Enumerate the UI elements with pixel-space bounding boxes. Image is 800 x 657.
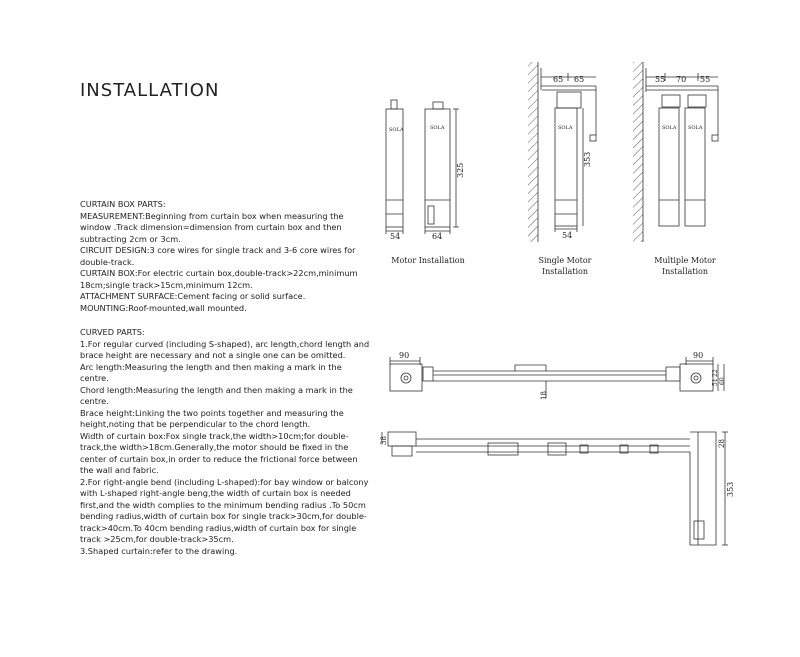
track-section-diagram (390, 357, 724, 398)
dim-width-54: 54 (390, 232, 401, 241)
l-shape-track-diagram (382, 432, 728, 545)
caption-motor-installation (378, 255, 478, 266)
chord-length-paragraph: Chord length:Measuring the length and then making a mark in the centre. (80, 384, 353, 406)
motor-brand-label-2: SOLA (430, 125, 445, 131)
caption-multiple-motor (640, 255, 730, 277)
dim-top-55-right: 55 (700, 75, 711, 84)
caption-multiple-line1: Multiple Motor (654, 256, 716, 265)
dim-top-55-left: 55 (655, 75, 666, 84)
circuit-paragraph: CIRCUIT DESIGN:3 core wires for single track and 3-6 core wires for double-track. (80, 245, 356, 267)
wall-hatch (528, 62, 538, 242)
dim-top-65-left: 65 (553, 75, 564, 84)
dim-width-54-single: 54 (562, 231, 573, 240)
shaped-curtain-paragraph: 3.Shaped curtain:refer to the drawing. (80, 545, 238, 556)
page-title: INSTALLATION (80, 80, 220, 101)
dim-width-64: 64 (432, 232, 443, 241)
section-heading: CURVED PARTS: (80, 327, 145, 337)
motor-unit-wide (425, 102, 459, 234)
caption-single-line2: Installation (541, 267, 589, 276)
brace-height-paragraph: Brace height:Linking the two points together and measuring the height,noting that be perpendicular to the chord length. (80, 407, 344, 429)
right-angle-paragraph: 2.For right-angle bend (including L-shaped):for bay window or balcony with L-shaped right-angle beng,the width of curtain box is needed first,and the width complies to the minimum bending radius .To 50cm bending radius,width of curtain box for single track>30cm,for double-track>40cm.To 40cm bending radius,width of curtain box for single track >25cm,for double-track>35cm. (80, 476, 369, 544)
multi-brand-label-1: SOLA (662, 125, 677, 131)
dim-height-353-l: 353 (726, 481, 735, 497)
dim-small-22: 22 (712, 369, 719, 377)
dim-height-353: 353 (583, 151, 592, 167)
dim-top-65-right: 65 (574, 75, 585, 84)
dim-top-70: 70 (676, 75, 687, 84)
dim-center-18: 18 (540, 391, 548, 400)
mounting-paragraph: MOUNTING:Roof-mounted,wall mounted. (80, 302, 247, 313)
caption-single-motor (520, 255, 610, 277)
dim-left-38: 38 (380, 436, 388, 445)
dim-right-90: 90 (693, 351, 704, 360)
dim-right-28: 28 (718, 439, 726, 448)
wall-hatch (633, 62, 643, 242)
caption-multiple-line2: Installation (661, 267, 709, 276)
motor-installation-diagram (386, 100, 459, 234)
dim-small-60: 60 (719, 377, 726, 385)
dim-small-51: 51 (712, 378, 719, 386)
curtain-box-paragraph: CURTAIN BOX:For electric curtain box,double-track>22cm,minimum 18cm;single track>15cm,minimum 12cm. (80, 268, 358, 290)
measurement-paragraph: MEASUREMENT:Beginning from curtain box when measuring the window .Track dimension=dimension from curtain box and then subtracting 2cm or 3cm. (80, 210, 344, 244)
single-brand-label: SOLA (558, 125, 573, 131)
section-heading: CURTAIN BOX PARTS: (80, 199, 166, 209)
regular-curved-paragraph: 1.For regular curved (including S-shaped), arc length,chord length and brace height are necessary and not a single one can be omitted. (80, 338, 370, 360)
multiple-motor-diagram (633, 62, 718, 242)
attachment-paragraph: ATTACHMENT SURFACE:Cement facing or solid surface. (80, 291, 306, 301)
dim-left-90: 90 (399, 351, 410, 360)
motor-brand-label-1: SOLA (389, 127, 404, 133)
multi-brand-label-2: SOLA (688, 125, 703, 131)
motor-unit-narrow (386, 100, 403, 234)
caption-single-line1: Single Motor (538, 256, 592, 265)
caption-motor-text: Motor Installation (391, 256, 465, 265)
arc-length-paragraph: Arc length:Measuring the length and then making a mark in the centre. (80, 361, 342, 383)
dim-height-325: 325 (456, 162, 465, 178)
box-width-paragraph: Width of curtain box:Fox single track,the width>10cm;for double-track,the width>18cm.Generally,the motor should be fixed in the center of curtain box,in order to reduce the frictional force between the wall and fabric. (80, 430, 358, 475)
